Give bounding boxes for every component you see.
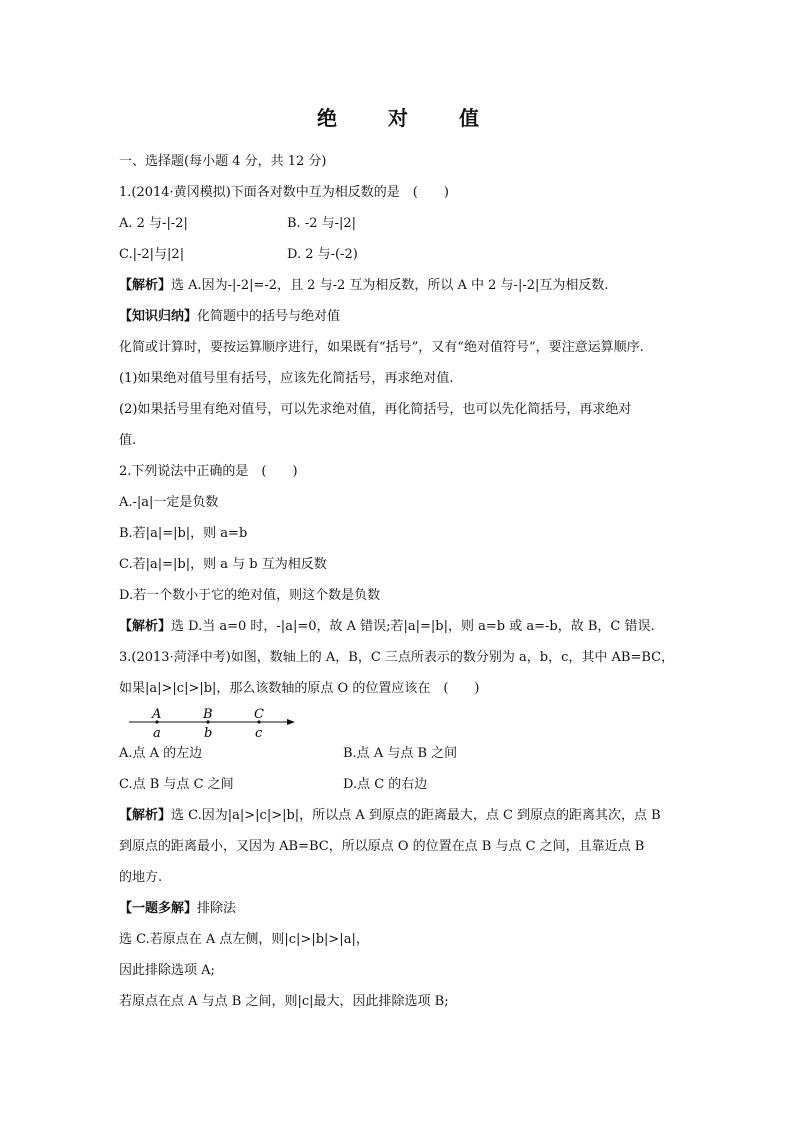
multi-solution-heading — [119, 893, 685, 924]
q3-analysis-line-3: 的地方. — [119, 870, 163, 885]
q1-analysis — [119, 270, 685, 301]
q1-option-a: A. 2 与-|-2| — [119, 216, 188, 231]
label-c: c — [255, 726, 263, 740]
q1-option-c: C.|-2|与|2| — [119, 247, 185, 262]
document-page — [119, 102, 685, 1017]
analysis-tag: 【解析】 — [119, 808, 172, 823]
label-B: B — [203, 707, 213, 722]
label-b: b — [204, 726, 213, 740]
number-line-figure — [119, 704, 685, 738]
q3-options-row2 — [119, 769, 685, 800]
axis-arrow — [287, 719, 295, 725]
q2-stem: 2.下列说法中正确的是 ( ) — [119, 464, 298, 479]
multi-solution-line-3: 若原点在点 A 与点 B 之间，则|c|最大，因此排除选项 B; — [119, 994, 449, 1009]
section-heading: 一、选择题(每小题 4 分，共 12 分) — [119, 154, 327, 169]
q1-options-row2 — [119, 239, 685, 270]
q3-analysis-text-1: 选 C.因为|a|>|c|>|b|，所以点 A 到原点的距离最大，点 C 到原点的距离其次，点 B — [171, 808, 661, 823]
q3-stem-line-1: 3.(2013·菏泽中考)如图，数轴上的 A，B，C 三点所表示的数分别为 a，b，c，其中 AB=BC， — [119, 650, 675, 665]
q1-option-d: D. 2 与-(-2) — [287, 247, 358, 262]
q1-options-row1 — [119, 208, 685, 239]
multi-solution-title: 排除法 — [197, 901, 237, 916]
label-a: a — [153, 726, 161, 740]
label-A: A — [152, 707, 162, 722]
q3-analysis-line-1 — [119, 800, 685, 831]
q3-stem-line-2: 如果|a|>|c|>|b|，那么该数轴的原点 O 的位置应该在 ( ) — [119, 681, 480, 696]
q2-analysis-text: 选 D.当 a=0 时，-|a|=0，故 A 错误;若|a|=|b|，则 a=b 或 a=-b，故 B，C 错误. — [171, 619, 655, 634]
analysis-tag: 【解析】 — [119, 278, 172, 293]
q2-option-c: C.若|a|=|b|，则 a 与 b 互为相反数 — [119, 557, 327, 572]
number-line-svg — [129, 706, 309, 740]
q2-option-a: A.-|a|一定是负数 — [119, 495, 219, 510]
knowledge-line-3b: 值. — [119, 433, 137, 448]
multi-solution-line-1: 选 C.若原点在 A 点左侧，则|c|>|b|>|a|， — [119, 932, 369, 947]
knowledge-line-2: (1)如果绝对值号里有括号，应该先化简括号，再求绝对值. — [119, 371, 454, 386]
q1-knowledge-heading — [119, 301, 685, 332]
q2-analysis — [119, 611, 685, 642]
page-title: 绝 对 值 — [317, 106, 501, 130]
label-C: C — [254, 707, 264, 722]
q3-analysis-line-2: 到原点的距离最小，又因为 AB=BC，所以原点 O 的位置在点 B 与点 C 之间，且靠近点 B — [119, 839, 645, 854]
q3-option-c: C.点 B 与点 C 之间 — [119, 777, 234, 792]
q3-option-d: D.点 C 的右边 — [343, 777, 428, 792]
q3-option-b: B.点 A 与点 B 之间 — [343, 746, 458, 761]
q1-stem: 1.(2014·黄冈模拟)下面各对数中互为相反数的是 ( ) — [119, 185, 449, 200]
q2-option-d: D.若一个数小于它的绝对值，则这个数是负数 — [119, 588, 381, 603]
multi-solution-line-2: 因此排除选项 A; — [119, 963, 215, 978]
q1-option-b: B. -2 与-|2| — [287, 216, 357, 231]
knowledge-tag: 【知识归纳】 — [119, 309, 198, 324]
q2-option-b: B.若|a|=|b|，则 a=b — [119, 526, 248, 541]
multi-solution-tag: 【一题多解】 — [119, 901, 198, 916]
analysis-tag: 【解析】 — [119, 619, 172, 634]
q3-options-row1 — [119, 738, 685, 769]
q3-option-a: A.点 A 的左边 — [119, 746, 203, 761]
q1-analysis-text: 选 A.因为-|-2|=-2，且 2 与-2 互为相反数，所以 A 中 2 与-|-2|互为相反数. — [171, 278, 609, 293]
knowledge-title: 化简题中的括号与绝对值 — [197, 309, 341, 324]
knowledge-line-1: 化简或计算时，要按运算顺序进行，如果既有“括号”，又有“绝对值符号”，要注意运算顺序. — [119, 340, 644, 355]
knowledge-line-3a: (2)如果括号里有绝对值号，可以先求绝对值，再化简括号，也可以先化简括号，再求绝对 — [119, 402, 632, 417]
